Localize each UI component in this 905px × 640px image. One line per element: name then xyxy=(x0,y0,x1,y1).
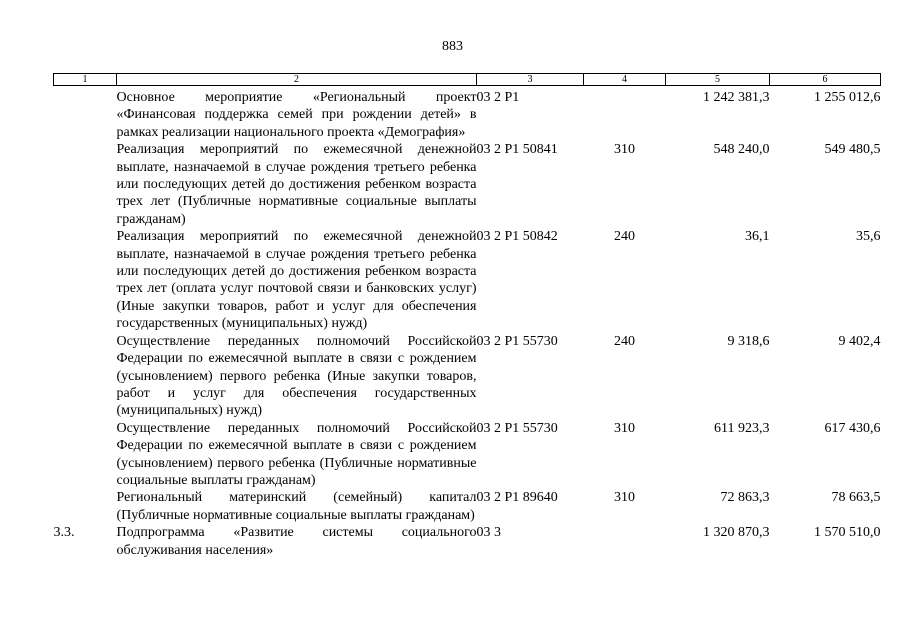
row-name-text: Реализация мероприятий по ежемесячной денежной выплате, назначаемой в случае рождения третьего ребенка или последующих детей до достижения ребенком возраста трех лет (Публичные нормативные социальные выплаты гражданам) xyxy=(116,142,477,227)
row-name-text: Осуществление переданных полномочий Российской Федерации по ежемесячной выплате в связи с рождением (усыновлением) первого ребенка (Публичные нормативные социальные выплаты гражданам) xyxy=(116,420,477,488)
table-row xyxy=(54,228,881,332)
row-value-year-2: 617 430,6 xyxy=(824,420,881,436)
column-number-6: 6 xyxy=(770,74,881,86)
row-value-year-1: 72 863,3 xyxy=(720,490,770,506)
row-value-year-1: 1 320 870,3 xyxy=(703,525,770,541)
row-name-text: Региональный материнский (семейный) капитал (Публичные нормативные социальные выплаты гражданам) xyxy=(116,490,477,523)
row-number xyxy=(54,86,117,142)
table-row xyxy=(54,86,881,142)
row-value-year-2: 1 570 510,0 xyxy=(814,525,881,541)
table-row xyxy=(54,489,881,524)
row-value-year-2: 9 402,4 xyxy=(838,333,881,349)
row-expense-type: 240 xyxy=(614,333,635,349)
row-value-year-1: 36,1 xyxy=(745,229,770,245)
row-code: 03 3 xyxy=(476,525,501,541)
column-number-row xyxy=(54,74,881,86)
row-name xyxy=(117,333,477,420)
row-value-year-2: 35,6 xyxy=(856,229,881,245)
row-expense-type: 310 xyxy=(614,490,635,506)
row-number xyxy=(54,141,117,228)
row-expense-type: 240 xyxy=(614,229,635,245)
table-row xyxy=(54,524,881,559)
row-number xyxy=(54,228,117,332)
row-expense-type: 310 xyxy=(614,420,635,436)
row-name-text: Подпрограмма «Развитие системы социального обслуживания населения» xyxy=(116,525,477,558)
column-number-1: 1 xyxy=(54,74,117,86)
row-code: 03 2 P1 50842 xyxy=(476,229,558,245)
row-value-year-2: 78 663,5 xyxy=(831,490,881,506)
row-name xyxy=(117,489,477,524)
row-code: 03 2 P1 50841 xyxy=(476,142,558,158)
column-number-5: 5 xyxy=(666,74,770,86)
row-expense-type xyxy=(584,86,666,142)
row-expense-type: 310 xyxy=(614,142,635,158)
table-row xyxy=(54,420,881,490)
row-value-year-1: 548 240,0 xyxy=(713,142,770,158)
row-name-text: Осуществление переданных полномочий Российской Федерации по ежемесячной выплате в связи с рождением (усыновлением) первого ребенка (Иные закупки товаров, работ и услуг для обеспечения государственных (муниципальных) нужд) xyxy=(116,333,477,419)
row-value-year-1: 611 923,3 xyxy=(714,420,770,436)
row-value-year-1: 1 242 381,3 xyxy=(703,90,770,105)
table-header xyxy=(54,74,881,86)
row-code: 03 2 P1 89640 xyxy=(476,490,558,506)
row-number xyxy=(54,489,117,524)
column-number-3: 3 xyxy=(477,74,584,86)
column-number-2: 2 xyxy=(117,74,477,86)
row-code: 03 2 P1 55730 xyxy=(476,420,558,436)
row-number xyxy=(54,420,117,490)
row-value-year-2: 1 255 012,6 xyxy=(814,90,881,105)
row-number xyxy=(54,333,117,420)
table-body xyxy=(54,86,881,559)
row-number: 3.3. xyxy=(53,525,75,541)
row-expense-type xyxy=(584,524,666,559)
table-row xyxy=(54,141,881,228)
row-name xyxy=(117,86,477,142)
row-name xyxy=(117,141,477,228)
page-number: 883 xyxy=(442,39,463,54)
table-row xyxy=(54,333,881,420)
row-code: 03 2 P1 xyxy=(476,90,520,105)
budget-table xyxy=(53,73,881,559)
row-name-text: Реализация мероприятий по ежемесячной денежной выплате, назначаемой в случае рождения третьего ребенка или последующих детей до достижения ребенком возраста трех лет (оплата услуг почтовой связи и банковских услуг) (Иные закупки товаров, работ и услуг для обеспечения государственных (муниципальных) нужд) xyxy=(116,229,477,332)
row-name-text: Основное мероприятие «Региональный проект «Финансовая поддержка семей при рождении детей» в рамках реализации национального проекта «Демография» xyxy=(116,90,477,140)
row-value-year-2: 549 480,5 xyxy=(824,142,881,158)
row-code: 03 2 P1 55730 xyxy=(476,333,558,349)
column-number-4: 4 xyxy=(584,74,666,86)
row-name xyxy=(117,420,477,490)
row-name xyxy=(117,228,477,332)
row-name xyxy=(117,524,477,559)
row-value-year-1: 9 318,6 xyxy=(727,333,770,349)
